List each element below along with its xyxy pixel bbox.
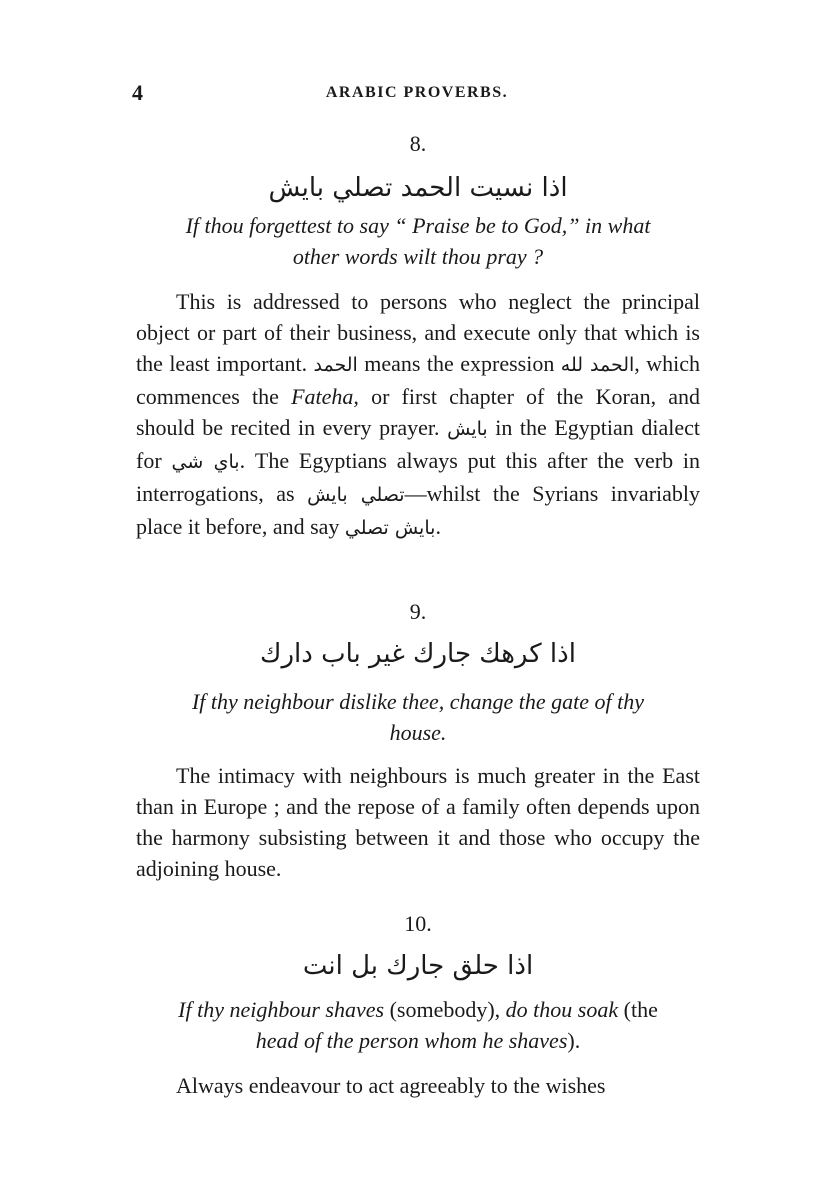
translation-text: If thou forgettest to say (185, 213, 389, 238)
comment-arabic: باي شي (171, 451, 240, 473)
page-number: 4 (132, 80, 143, 105)
comment-text: . (435, 514, 441, 539)
translation-paren: ). (567, 1028, 581, 1053)
comment-italic: Fateha, (291, 384, 359, 409)
comment-arabic: بايش (447, 418, 488, 440)
proverb-10-translation (136, 994, 700, 1056)
proverb-9-comment: The intimacy with neighbours is much greater in the East than in Europe ; and the repose of a family often depends upon the harmony subsisting between it and those who occupy the adjoining house. (136, 763, 700, 881)
comment-text: means the expression (364, 351, 555, 376)
comment-text: This is addressed to persons who neglect the principal object or part of their business, and execute only that which is the least important. (136, 289, 700, 376)
translation-paren: (somebody), (389, 997, 501, 1022)
proverb-10-comment: Always endeavour to act agreeably to the wishes (176, 1073, 606, 1098)
comment-text: or first chapter of the Koran, and should be recited in every prayer. (136, 384, 700, 440)
proverb-8-translation (136, 210, 700, 272)
proverb-8-comment (136, 286, 700, 544)
comment-text: . The Egyptians always put this after the verb in interrogations, as (136, 448, 701, 506)
proverb-10-arabic: اذا حلق جارك بل انت (302, 951, 534, 981)
comment-arabic: الحمد (313, 354, 358, 376)
proverb-8-number: 8. (409, 131, 427, 156)
translation-paren: (the (623, 997, 658, 1022)
translation-text: house. (389, 720, 447, 745)
running-head (132, 80, 702, 110)
translation-text: If thy neighbour shaves (178, 997, 385, 1022)
translation-text: in what (585, 213, 651, 238)
translation-text: other words wilt thou pray ? (292, 244, 544, 269)
comment-text: in the Egyptian dialect for (136, 415, 700, 473)
translation-quote: “ Praise be to God,” (394, 213, 580, 238)
proverb-9-arabic: اذا كرهك جارك غير باب دارك (260, 639, 576, 669)
proverb-9-number: 9. (409, 599, 427, 624)
running-title: ARABIC PROVERBS. (325, 84, 509, 101)
comment-text: , which commences the (136, 351, 700, 409)
comment-arabic: تصلي بايش (307, 484, 405, 506)
translation-text: head of the person whom he shaves (255, 1028, 568, 1053)
comment-arabic: بايش تصلي (344, 517, 436, 539)
translation-text: do thou soak (505, 997, 619, 1022)
proverb-10-number: 10. (404, 911, 432, 936)
comment-arabic: الحمد لله (560, 354, 635, 376)
translation-text: If thy neighbour dislike thee, change the gate of thy (191, 689, 645, 714)
proverb-9-translation (136, 686, 700, 748)
proverb-8-arabic: اذا نسيت الحمد تصلي بايش (268, 173, 568, 203)
comment-text: —whilst the Syrians invariably place it before, and say (136, 481, 701, 539)
